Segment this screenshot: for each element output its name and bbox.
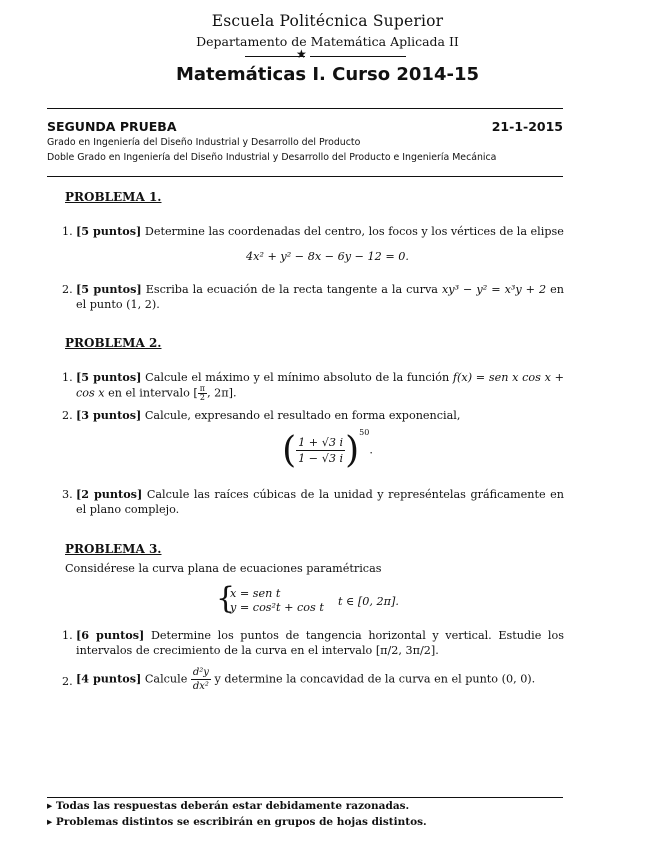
item-number: 1. [62,629,73,642]
complex-fraction: $\frac{1 + √3 i}{1 - √3 i}$ [298,436,344,465]
problem-3-intro: Considérese la curva plana de ecuaciones paramétricas [65,562,382,575]
exam-date: 21-1-2015 [491,119,563,134]
item-number: 2. [62,675,73,688]
problem-3-item-1 [62,628,564,658]
item-number: 3. [62,488,73,501]
function-expression: f(x) = sen x cos x + cos x [76,371,564,400]
item-points: [4 puntos] [76,671,142,686]
problem-2-item-3 [62,487,564,517]
star-divider [0,47,655,64]
item-text: Determine los puntos de tangencia horizontal y vertical. Estudie los intervalos de crecimiento de la curva en el intervalo [π/2, 3π/2]. [76,629,564,657]
problem-2-title: PROBLEMA 2. [65,336,162,350]
item-points: [2 puntos] [76,487,143,501]
item-number: 2. [62,283,73,296]
department-name: Departamento de Matemática Aplicada II [196,34,459,49]
problem-1-title: PROBLEMA 1. [65,190,162,204]
note-1: ▸ Todas las respuestas deberán estar debidamente razonadas. [47,800,410,812]
item-number: 1. [62,225,73,238]
exponent: 50 [359,427,370,437]
expression-end: . [369,443,373,457]
item-text: Calcule, expresando el resultado en forma exponencial, [141,409,461,422]
problem-3-title: PROBLEMA 3. [65,542,162,556]
degree-line-2: Doble Grado en Ingeniería del Diseño Industrial y Desarrollo del Producto e Ingeniería Mecánica [47,152,497,163]
degree-line-1: Grado en Ingeniería del Diseño Industrial y Desarrollo del Producto [47,137,361,148]
complex-power-expression [0,427,655,471]
item-text-end: en el punto (1, 2). [76,283,564,311]
system-line-2: y = cos²t + cos t [230,601,324,614]
problem-3-item-2 [62,666,564,693]
item-text: Calcule las raíces cúbicas de la unidad y represéntelas gráficamente en el plano complejo. [76,488,564,516]
item-text: Calcule el máximo y el mínimo absoluto de la función [141,371,453,384]
system-domain: t ∈ [0, 2π]. [338,595,399,608]
item-points: [6 puntos] [76,628,145,642]
item-points: [5 puntos] [76,370,142,384]
item-number: 1. [62,371,73,384]
divider-line-right [310,56,406,57]
item-points: [5 puntos] [76,282,142,296]
problem-1-item-1 [62,224,564,239]
left-brace: { [216,581,236,616]
school-name: Escuela Politécnica Superior [211,12,444,30]
item-number: 2. [62,409,73,422]
footer-rule [47,797,563,798]
right-paren: ) [345,430,360,471]
ellipse-equation: 4x² + y² − 8x − 6y − 12 = 0. [246,250,409,263]
interval-close: , 2π]. [207,386,237,400]
second-derivative-fraction: $\frac{\text{d²y}}{\text{dx²}}$ [192,667,209,692]
item-text: Escriba la ecuación de la recta tangente a la curva [141,283,442,296]
item-text: Determine las coordenadas del centro, los focos y los vértices de la elipse [141,225,564,238]
item-text-end: y determine la concavidad de la curva en el punto (0, 0). [210,672,536,686]
top-rule [47,108,563,109]
problem-2-item-2 [62,408,564,423]
item-text-mid: en el intervalo [104,386,194,400]
left-paren: ( [282,430,297,471]
interval-open: [ [193,386,198,400]
exam-name: SEGUNDA PRUEBA [47,119,177,134]
item-text: Calcule [141,672,191,686]
star-icon: ★ [296,47,307,61]
curve-equation: xy³ − y² = x³y + 2 [441,283,547,296]
pi-half-fraction: $\frac{\pi}{2}$ [199,384,206,402]
item-points: [3 puntos] [76,408,142,422]
system-line-1: x = sen t [230,587,281,600]
header-bottom-rule [47,176,563,177]
problem-2-item-1 [62,370,564,402]
item-points: [5 puntos] [76,224,142,238]
course-title: Matemáticas I. Curso 2014-15 [175,64,479,85]
problem-1-item-2 [62,282,564,312]
note-2: ▸ Problemas distintos se escribirán en grupos de hojas distintos. [47,816,427,828]
